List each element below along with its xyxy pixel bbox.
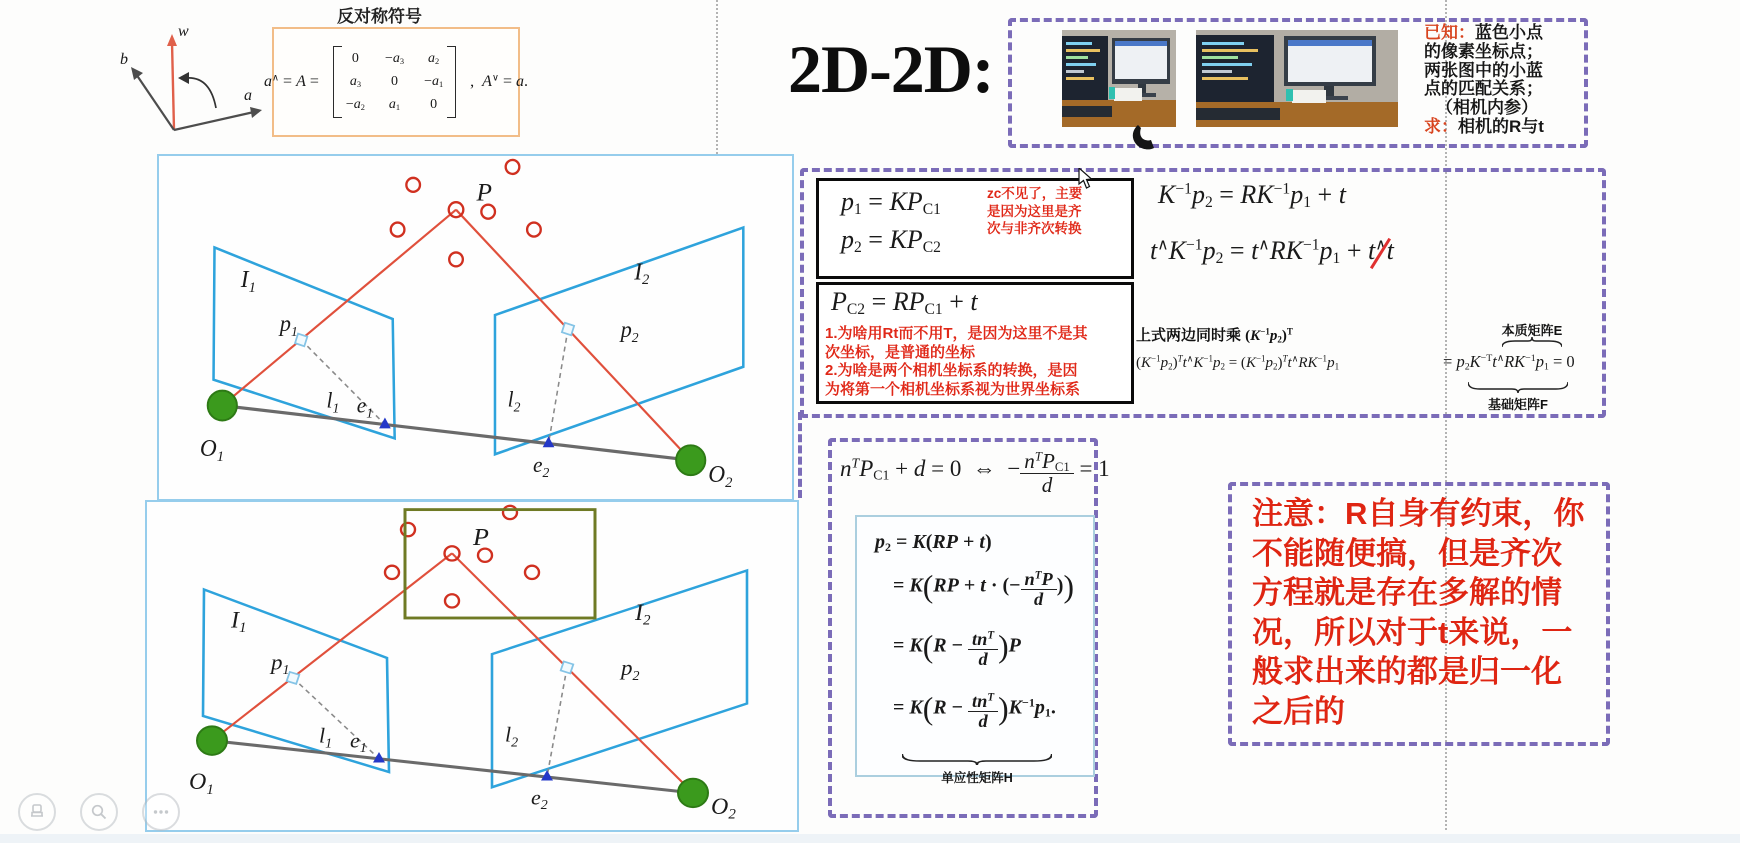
crossed-out-term: t∧t — [1368, 236, 1394, 265]
eq-long: $(K^{-1}p_2)^Tt^\wedge K^{-1}p_2 = (K^{-1}p_2)^Tt^\wedge RK^{-1}p_1$ — [1136, 353, 1340, 372]
underbrace-H — [902, 752, 1052, 766]
skew-lhs: a∧ = A = — [264, 72, 319, 90]
essential-matrix-label: 本质矩阵E — [1501, 323, 1563, 338]
magnifier-icon — [90, 803, 108, 821]
eq-p1: $p_1 = KP_{C1}$ — [841, 187, 941, 218]
homography-matrix-label: 单应性矩阵H — [941, 771, 1013, 785]
multiply-note: 上式两边同时乘 $(K^{-1}p_2)^T$ — [1136, 326, 1293, 345]
epipolar-diagram-bottom — [145, 500, 799, 832]
eq-pc2: $P_{C2} = RP_{C1} + t$ — [831, 287, 978, 318]
eq-p2: $p_2 = KP_{C2}$ — [841, 225, 941, 256]
homography-line-4: = K(R − $\frac{tn^T}{d}$ )$K^{-1}p_1$. — [893, 690, 1056, 732]
projection-eq-box — [816, 178, 1134, 279]
known-line-4: 点的匹配关系； — [1424, 79, 1543, 99]
known-line-3: 两张图中的小蓝 — [1424, 60, 1543, 80]
known-line-5: （相机内参） — [1436, 98, 1538, 118]
mouse-cursor-icon — [1078, 168, 1093, 189]
page-title: 2D-2D: — [788, 31, 994, 107]
matching-photo-right — [1196, 30, 1398, 127]
stamp-icon — [28, 803, 46, 821]
skew-matrix: 0 $-a_3$ $a_2$ $a_3$ 0 $-a_1$ $-a_2$ $a_1$ 0 — [331, 46, 458, 118]
stray-dash-segment — [798, 412, 802, 498]
zoom-button[interactable] — [80, 793, 118, 831]
note-text: 注意：R自身有约束，你 不能随便搞，但是齐次 方程就是存在多解的情 况，所以对于t来说，一 般求出来的都是归一化 之后的 — [1252, 496, 1585, 729]
eq-result: = $p_2K^{-T}t^\wedge RK^{-1}p_1 = 0$ — [1443, 352, 1575, 373]
ask-line: 求：相机的R与t — [1424, 116, 1544, 136]
ellipsis-icon — [152, 803, 170, 821]
skew-matrix-box — [264, 27, 528, 137]
homography-line-2: = K(RP + t · (− $\frac{n^TP}{d}$ )) — [893, 568, 1074, 610]
known-label: 已知： — [1424, 23, 1475, 42]
ask-label: 求： — [1424, 116, 1458, 136]
known-line-2: 的像素坐标点； — [1424, 41, 1543, 61]
stamp-button[interactable] — [18, 793, 56, 831]
annotation-rt: 1.为啥用Rt而不用T，是因为这里不是其 次坐标，是普通的坐标 2.为啥是两个相机坐标系的转换，是因 为将第一个相机坐标系视为世界坐标系 — [825, 325, 1088, 398]
problem-statement — [1424, 24, 1544, 137]
overbrace — [1502, 337, 1562, 349]
epipolar-diagram-top — [157, 154, 794, 501]
bottom-strip — [0, 834, 1740, 843]
label-w: w — [178, 23, 189, 40]
skew-rhs: , A∨ = a. — [470, 72, 528, 90]
homography-line-1: $p_2 = K(RP + t)$ — [875, 531, 992, 554]
eq-normalized-1: $K^{-1}p_2 = RK^{-1}p_1 + t$ — [1158, 180, 1346, 211]
label-b: b — [120, 51, 128, 68]
transform-eq-box — [816, 282, 1134, 404]
annotation-zc: zc不见了，主要 是因为这里是齐 次与非齐次转换 — [987, 186, 1083, 236]
eq-normalized-2: $t^\wedge K^{-1}p_2 = t^\wedge RK^{-1}p_1 + t^\wedge t$ — [1150, 236, 1394, 267]
homography-derivation-box — [855, 515, 1095, 777]
underbrace-F — [1468, 380, 1568, 394]
known-line-1: 已知：蓝色小点 — [1424, 23, 1543, 42]
plane-equation: $n^TP_{C1} + d = 0$ ⇔ − $\frac{n^TP_{C1}}{d}$ = 1 — [840, 449, 1110, 497]
label-a: a — [244, 87, 252, 104]
axis-vector-diagram — [112, 18, 267, 136]
matching-photo-left — [1062, 30, 1176, 127]
homography-line-3: = K(R − $\frac{tn^T}{d}$ )P — [893, 628, 1021, 670]
more-button[interactable] — [142, 793, 180, 831]
microphone-blob — [1124, 124, 1162, 152]
skew-title: 反对称符号 — [337, 2, 422, 30]
fundamental-matrix-label: 基础矩阵F — [1488, 397, 1548, 412]
